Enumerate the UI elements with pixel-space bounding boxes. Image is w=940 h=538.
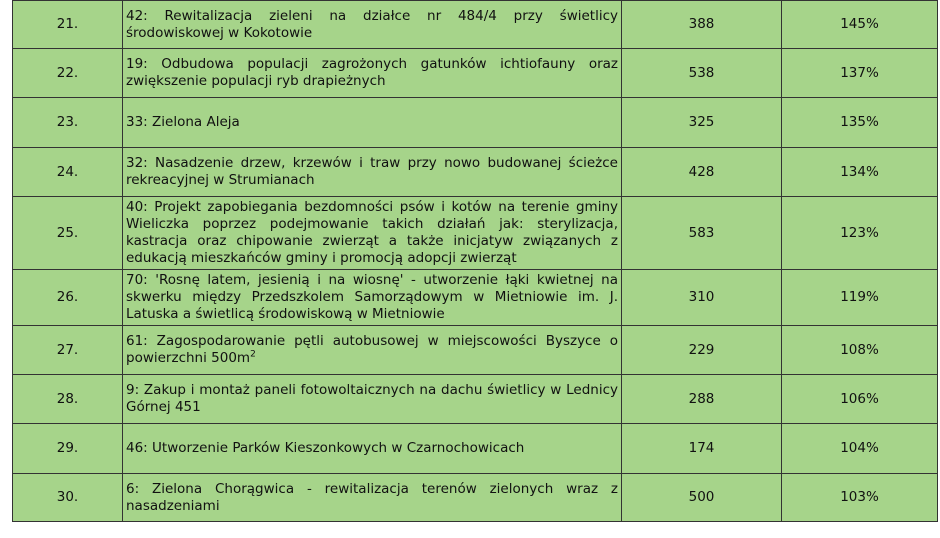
row-number-text: 27. <box>56 341 79 358</box>
percentage <box>782 424 938 474</box>
row-number <box>13 148 123 197</box>
table-row <box>13 375 938 424</box>
vote-count <box>622 98 782 148</box>
table-row <box>13 424 938 474</box>
vote-count-text: 428 <box>688 163 715 180</box>
vote-count <box>622 49 782 98</box>
project-description-text: 6: Zielona Chorągwica - rewitalizacja terenów zielonych wraz z nasadzeniami <box>126 480 618 514</box>
vote-count <box>622 326 782 375</box>
project-description-text: 19: Odbudowa populacji zagrożonych gatunków ichtiofauny oraz zwiększenie populacji ryb drapieżnych <box>126 56 618 89</box>
project-description <box>123 424 622 474</box>
superscript: 2 <box>250 349 256 360</box>
project-description <box>123 49 622 98</box>
vote-count <box>622 270 782 326</box>
project-description-text: 33: Zielona Aleja <box>126 114 240 130</box>
vote-count <box>622 424 782 474</box>
row-number <box>13 98 123 148</box>
row-number <box>13 1 123 49</box>
project-description-text: 40: Projekt zapobiegania bezdomności psów i kotów na terenie gminy Wieliczka poprzez podejmowanie takich działań jak: sterylizacja, kastracja oraz chipowanie zwierząt a także inicjatyw związanych z edukacją mieszkańców gminy i promocją adopcji zwierząt <box>126 199 618 266</box>
percentage <box>782 1 938 49</box>
row-number-text: 30. <box>56 489 79 505</box>
row-number-text: 25. <box>56 224 79 241</box>
percentage <box>782 474 938 522</box>
row-number <box>13 424 123 474</box>
table-row <box>13 148 938 197</box>
table-row <box>13 270 938 326</box>
project-description <box>123 326 622 375</box>
project-description <box>123 270 622 326</box>
vote-count-text: 288 <box>688 390 715 407</box>
row-number <box>13 474 123 522</box>
percentage-text: 134% <box>840 163 879 180</box>
row-number <box>13 197 123 270</box>
table-row <box>13 1 938 49</box>
table-row <box>13 474 938 522</box>
table-row <box>13 49 938 98</box>
project-description <box>123 98 622 148</box>
percentage-text: 108% <box>840 341 879 358</box>
percentage-text: 145% <box>840 16 879 32</box>
row-number-text: 23. <box>56 114 79 130</box>
row-number <box>13 49 123 98</box>
project-description-text: 32: Nasadzenie drzew, krzewów i traw przy nowo budowanej ścieżce rekreacyjnej w Strumianach <box>126 155 618 188</box>
projects-table <box>12 0 938 522</box>
percentage-text: 103% <box>840 489 879 505</box>
vote-count-text: 174 <box>688 440 715 456</box>
percentage-text: 106% <box>840 390 879 407</box>
project-description-text: 61: Zagospodarowanie pętli autobusowej w miejscowości Byszyce o powierzchni 500m <box>126 333 618 366</box>
vote-count <box>622 148 782 197</box>
project-description <box>123 1 622 49</box>
vote-count-text: 229 <box>688 341 715 358</box>
percentage-text: 123% <box>840 224 879 241</box>
vote-count-text: 500 <box>688 489 715 505</box>
row-number-text: 28. <box>56 390 79 407</box>
vote-count <box>622 197 782 270</box>
table-row <box>13 326 938 375</box>
vote-count-text: 325 <box>688 114 715 130</box>
project-description-text: 42: Rewitalizacja zieleni na działce nr 484/4 przy świetlicy środowiskowej w Kokotowie <box>126 7 618 41</box>
project-description-text: 46: Utworzenie Parków Kieszonkowych w Czarnochowicach <box>126 440 525 456</box>
project-description-text: 70: 'Rosnę latem, jesienią i na wiosnę' - utworzenie łąki kwietnej na skwerku między Przedszkolem Samorządowym w Mietniowie im. J. Latuska a świetlicą środowiskową w Mietniowie <box>126 272 618 322</box>
percentage <box>782 49 938 98</box>
row-number-text: 29. <box>56 440 79 456</box>
percentage <box>782 326 938 375</box>
percentage <box>782 148 938 197</box>
project-description <box>123 375 622 424</box>
row-number <box>13 270 123 326</box>
percentage <box>782 98 938 148</box>
table-row <box>13 197 938 270</box>
vote-count-text: 388 <box>688 16 715 32</box>
row-number <box>13 375 123 424</box>
row-number-text: 22. <box>56 64 79 81</box>
project-description <box>123 197 622 270</box>
vote-count <box>622 375 782 424</box>
percentage-text: 137% <box>840 64 879 81</box>
percentage-text: 135% <box>840 114 879 130</box>
percentage <box>782 270 938 326</box>
percentage <box>782 375 938 424</box>
table-row <box>13 98 938 148</box>
percentage-text: 119% <box>840 289 879 305</box>
percentage-text: 104% <box>840 440 879 456</box>
row-number <box>13 326 123 375</box>
table-body <box>13 1 938 522</box>
project-description <box>123 474 622 522</box>
project-description-text: 9: Zakup i montaż paneli fotowoltaicznych na dachu świetlicy w Lednicy Górnej 451 <box>126 382 618 415</box>
row-number-text: 26. <box>56 289 79 305</box>
vote-count-text: 538 <box>688 64 715 81</box>
vote-count <box>622 474 782 522</box>
vote-count <box>622 1 782 49</box>
row-number-text: 24. <box>56 163 79 180</box>
vote-count-text: 310 <box>688 289 715 305</box>
row-number-text: 21. <box>56 16 79 32</box>
project-description <box>123 148 622 197</box>
vote-count-text: 583 <box>688 224 715 241</box>
percentage <box>782 197 938 270</box>
